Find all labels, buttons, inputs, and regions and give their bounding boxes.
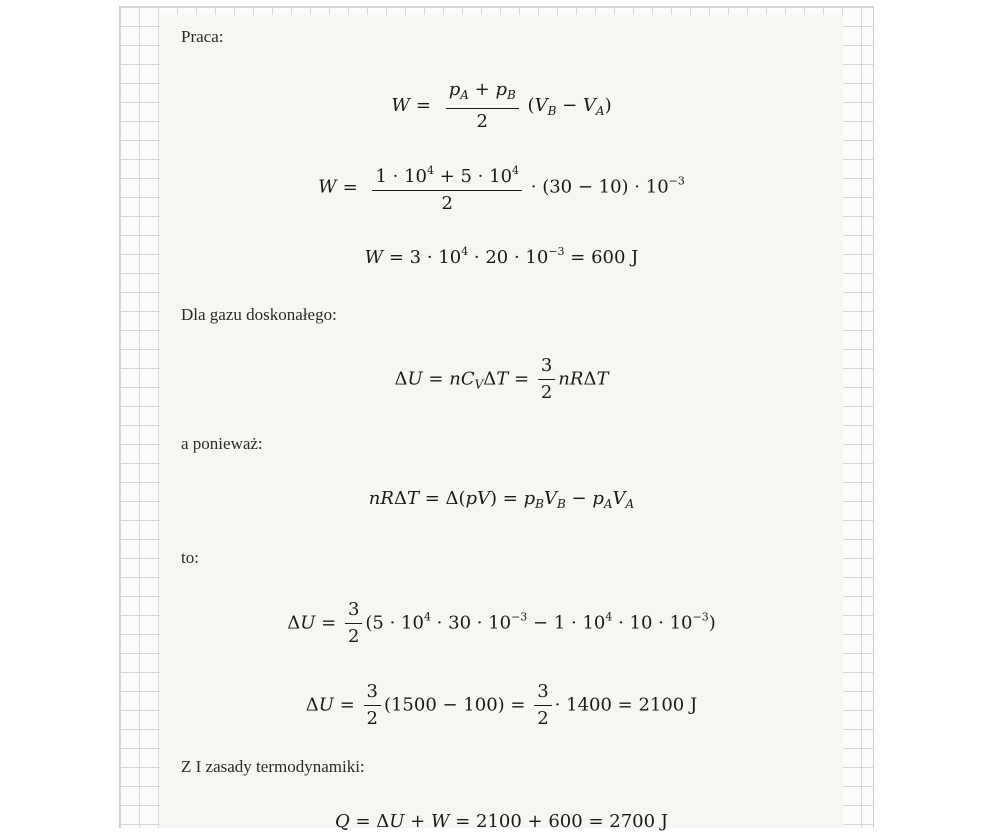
equation-nrdt: $nR\Delta T = \Delta(pV) = p_BV_B - p_AV_A$ bbox=[368, 488, 635, 511]
equation-heat-result: Q = ΔU + W = 2100 + 600 = 2700 J bbox=[334, 810, 668, 832]
equation-internal-energy: $\Delta U = nC_V\Delta T$ = $\frac{3}{2}$ nRΔT bbox=[394, 355, 609, 403]
equation-du-substitution: ΔU = $\frac{3}{2}$ $(5 \cdot 10^4 \cdot 30 \cdot 10^{-3} - 1 \cdot 10^4 \cdot 10 \cdot 10^{-3})$ bbox=[287, 599, 716, 647]
solution-card bbox=[160, 15, 843, 832]
label-work: Praca: bbox=[181, 27, 224, 46]
label-ideal-gas: Dla gazu doskonałego: bbox=[181, 305, 337, 324]
equation-du-result: ΔU = $\frac{3}{2}$ (1500 − 100) = $\frac{3}{2}$ · 1400 = 2100 J bbox=[305, 681, 698, 729]
equation-work-result: $W = 3 \cdot 10^4 \cdot 20 \cdot 10^{-3} = 600$ J bbox=[364, 245, 639, 268]
equation-work-formula: W = $\frac{p_A + p_B}{2}$ $(V_B - V_A)$ bbox=[391, 79, 612, 132]
label-since: a ponieważ: bbox=[181, 434, 263, 453]
label-first-law: Z I zasady termodynamiki: bbox=[181, 757, 365, 776]
equation-work-substitution: W = $\frac{1 \cdot 10^4 + 5 \cdot 10^4}{2}$ · $(30 - 10) \cdot 10^{-3}$ bbox=[160, 158, 843, 217]
label-then: to: bbox=[181, 548, 199, 567]
